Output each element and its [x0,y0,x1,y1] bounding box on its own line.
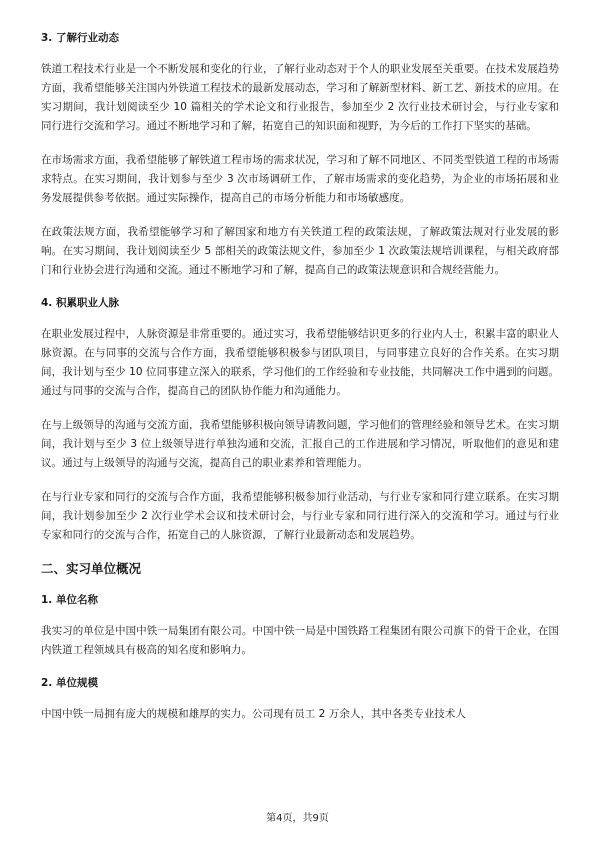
page-content [41,30,559,724]
paragraph-market-demand: 在市场需求方面，我希望能够了解铁道工程市场的需求状况，学习和了解不同地区、不同类型铁道工程的市场需求特点。在实习期间，我计划参与至少 3 次市场调研工作，了解市场需求的变化趋势，为企业的市场拓展和业务发展提供参考依据。通过实际操作，提高自己的市场分析能力和市场敏感度。 [41,154,559,204]
paragraph-tech-trends: 铁道工程技术行业是一个不断发展和变化的行业，了解行业动态对于个人的职业发展至关重要。在技术发展趋势方面，我希望能够关注国内外铁道工程技术的最新发展动态，学习和了解新型材料、新工艺、新技术的应用。在实习期间，我计划阅读至少 10 篇相关的学术论文和行业报告，参加至少 2 次行业技术研讨会，与行业专家和同行进行交流和学习。通过不断地学习和了解，拓宽自己的知识面和视野，为今后的工作打下坚实的基础。 [41,63,559,132]
page-number: 第4页，共9页 [266,813,329,824]
chapter-heading-unit-overview: 二、实习单位概况 [41,561,142,576]
paragraph-experts: 在与行业专家和同行的交流与合作方面，我希望能够积极参加行业活动，与行业专家和同行建立联系。在实习期间，我计划参加至少 2 次行业学术会议和技术研讨会，与行业专家和同行进行深入的交流和学习。通过与行业专家和同行的交流与合作，拓宽自己的人脉资源，了解行业最新动态和发展趋势。 [41,491,559,541]
section-heading-unit-scale: 2. 单位规模 [41,677,98,689]
paragraph-policy: 在政策法规方面，我希望能够学习和了解国家和地方有关铁道工程的政策法规，了解政策法规对行业发展的影响。在实习期间，我计划阅读至少 5 部相关的政策法规文件，参加至少 1 次政策法规培训课程，与相关政府部门和行业协会进行沟通和交流。通过不断地学习和了解，提高自己的政策法规意识和合规经营能力。 [41,226,559,276]
paragraph-colleagues: 在职业发展过程中，人脉资源是非常重要的。通过实习，我希望能够结识更多的行业内人士，积累丰富的职业人脉资源。在与同事的交流与合作方面，我希望能够积极参与团队项目，与同事建立良好的合作关系。在实习期间，我计划与至少 10 位同事建立深入的联系，学习他们的工作经验和专业技能，共同解决工作中遇到的问题。通过与同事的交流与合作，提高自己的团队协作能力和沟通能力。 [41,328,559,397]
paragraph-unit-scale: 中国中铁一局拥有庞大的规模和雄厚的实力。公司现有员工 2 万余人，其中各类专业技术人 [41,708,466,720]
section-heading-industry-trends: 3. 了解行业动态 [41,32,119,44]
section-heading-network: 4. 积累职业人脉 [41,297,119,309]
section-heading-unit-name: 1. 单位名称 [41,594,98,606]
paragraph-leaders: 在与上级领导的沟通与交流方面，我希望能够积极向领导请教问题，学习他们的管理经验和领导艺术。在实习期间，我计划与至少 3 位上级领导进行单独沟通和交流，汇报自己的工作进展和学习情况，听取他们的意见和建议。通过与上级领导的沟通与交流，提高自己的职业素养和管理能力。 [41,419,559,469]
paragraph-unit-name: 我实习的单位是中国中铁一局集团有限公司。中国中铁一局是中国铁路工程集团有限公司旗下的骨干企业，在国内铁道工程领域具有极高的知名度和影响力。 [41,625,559,656]
